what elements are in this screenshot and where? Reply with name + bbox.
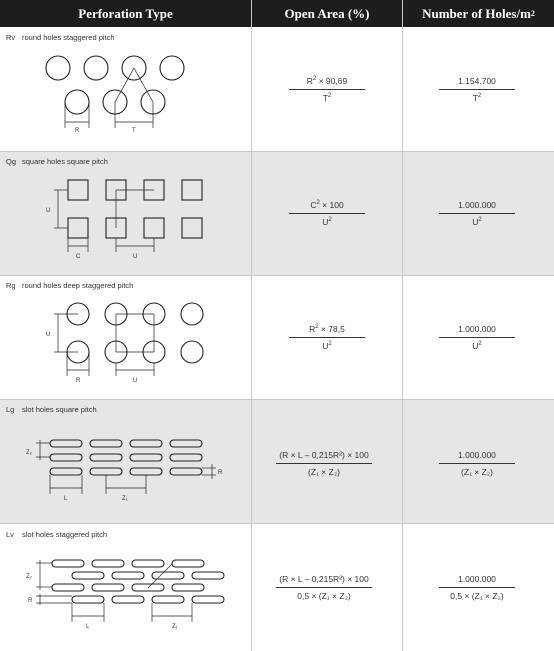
header-col3-sup: 2 [530,9,535,18]
type-description: round holes staggered pitch [22,33,115,42]
column-divider [251,0,252,651]
label-z1: Z₁ [122,496,128,502]
row-divider [0,151,554,152]
row-divider [0,523,554,524]
diagram-round-deep-staggered [40,296,215,386]
label-t: T [132,128,136,134]
label-z2: Z₂ [26,574,32,580]
type-description: slot holes square pitch [22,405,97,414]
row-code-rv [6,33,115,42]
holes-formula-rv: 1.154.700 $T^2$ [439,76,515,103]
label-c: C [76,254,81,260]
row-divider [0,275,554,276]
type-description: square holes square pitch [22,157,108,166]
open-area-formula-rg: $R^2 \times 78,5$ $U^2$ [289,324,365,351]
open-area-formula-lg: (R × L – 0,215R²) × 100 (Z₁ × Z₂) [276,450,372,477]
type-description: round holes deep staggered pitch [22,281,134,290]
label-l: L [64,496,68,502]
open-area-formula-lv: (R × L – 0,215R²) × 100 0,5 × (Z₁ × Z₂) [276,574,372,601]
header-col1-label: Perforation Type [78,5,173,21]
type-code: Qg [6,157,17,166]
label-z1: Z₁ [172,624,178,630]
label-z2: Z₂ [26,450,32,456]
type-code: Lg [6,405,15,414]
header-perforation-type [0,0,251,27]
row-code-lg [6,405,97,414]
holes-formula-lv: 1.000.000 0,5 × (Z₁ × Z₂) [439,574,515,601]
header-open-area [252,0,402,27]
header-col2-label: Open Area (%) [284,5,370,21]
diagram-square-square [40,172,215,262]
label-u-vertical: U [46,208,51,214]
open-area-formula-qg: $C^2 \times 100$ $U^2$ [289,200,365,227]
holes-formula-qg: 1.000.000 $U^2$ [439,200,515,227]
label-r: R [28,598,33,604]
holes-formula-lg: 1.000.000 (Z₁ × Z₂) [439,450,515,477]
header-col3-label: Number of Holes/m [422,5,531,21]
label-r: R [76,378,81,384]
label-r: R [218,470,223,476]
label-r: R [75,128,80,134]
label-u: U [133,378,138,384]
label-u-vertical: U [46,332,51,338]
open-area-formula-rv: $R^2 \times 90,69$ $T^2$ [289,76,365,103]
diagram-round-staggered [40,50,200,135]
type-description: slot holes staggered pitch [22,530,108,539]
header-number-of-holes [403,0,554,27]
type-code: Lv [6,530,14,539]
diagram-slot-staggered [22,552,232,642]
type-code: Rg [6,281,16,290]
row-divider [0,399,554,400]
row-code-qg [6,157,108,166]
column-divider [402,0,403,651]
holes-formula-rg: 1.000.000 $U^2$ [439,324,515,351]
row-code-rg [6,281,133,290]
label-l: L [86,624,90,630]
label-u: U [133,254,138,260]
row-code-lv [6,530,107,539]
type-code: Rv [6,33,16,42]
diagram-slot-square [22,430,227,515]
